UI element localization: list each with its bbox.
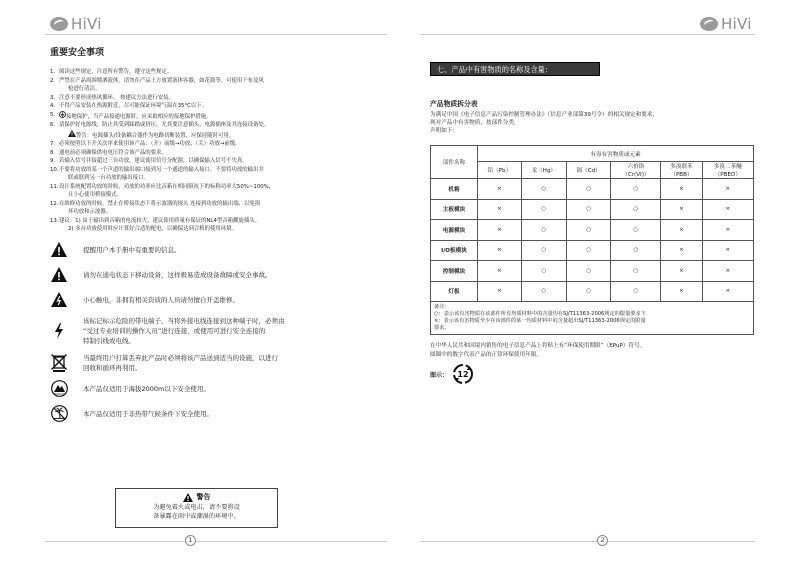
safety-rule-text — [59, 157, 385, 166]
safety-rule-item — [50, 121, 385, 130]
substance-column-headers — [431, 162, 754, 179]
safety-rule-text — [59, 130, 385, 141]
safety-rule-item — [50, 111, 385, 122]
table-row — [431, 240, 754, 261]
hivi-logo-left — [50, 15, 102, 33]
substance-value-cell: × — [702, 220, 753, 241]
intro-line: 现对产品中有害物质，按部件分类， — [430, 120, 520, 126]
symbol-description-line: 提醒用户本手册中有重要的信息。 — [83, 245, 181, 254]
substance-column-header-line: 多溴二苯醚 — [713, 164, 742, 170]
safety-rule-text — [59, 183, 385, 192]
safety-rule-text-content: 不要将功放的某一个声道的输出端口接到另一个通道的输入接口。不要将功放的输出并 — [59, 166, 264, 173]
substance-value-cell: ○ — [566, 220, 611, 241]
grounding-icon — [59, 114, 66, 120]
symbol-description — [83, 245, 181, 255]
warning-box-line: 为避免着火或电击，请不要将设 — [153, 504, 240, 511]
safety-rule-item — [50, 140, 385, 149]
warning-box-header — [116, 492, 277, 502]
safety-rule-text-content: 且小心使用桥接模式。 — [68, 192, 122, 198]
safety-rule-item — [50, 102, 385, 111]
safety-rule-item — [50, 183, 385, 192]
safety-rule-text — [59, 191, 385, 200]
safety-rule-item — [50, 85, 385, 94]
warning-box-line: 备暴露在雨中或潮湿的环境中。 — [153, 513, 240, 520]
safety-rule-item — [50, 77, 385, 86]
substance-value-cell: ○ — [566, 199, 611, 220]
safety-rule-text-content: 坏功放和示波器。 — [68, 209, 112, 215]
symbol-description — [83, 270, 272, 280]
symbol-row — [50, 241, 385, 259]
safety-rule-text — [59, 217, 385, 226]
substance-value-cell: × — [661, 179, 702, 200]
substance-column-header-line: 镉（Cd） — [576, 168, 601, 174]
table-row — [431, 281, 754, 302]
safety-rule-number — [50, 130, 59, 141]
safety-rule-item — [50, 217, 385, 226]
epup-example — [430, 363, 755, 385]
substance-column-header-line: （Cr(VI)） — [622, 172, 650, 178]
table-row — [431, 179, 754, 200]
substance-value-cell: ○ — [611, 199, 661, 220]
hivi-logo-right — [700, 15, 752, 33]
example-label: 图示： — [430, 371, 449, 379]
substance-value-cell: × — [702, 261, 753, 282]
safety-rule-text-content: 设计系统配置功放的时候，功放的功率应比音箱在相同阻抗下的标称功率大50%~100%， — [59, 183, 275, 190]
substance-group-header: 有毒有害物质或元素 — [478, 146, 754, 162]
substance-value-cell: ○ — [566, 240, 611, 261]
page-number-right: 2 — [597, 535, 608, 546]
small-warning-icon — [68, 133, 76, 139]
substance-value-cell: × — [661, 220, 702, 241]
substance-value-cell: ○ — [611, 261, 661, 282]
brand-name-right: HiVi — [721, 15, 752, 33]
safety-rule-text — [59, 225, 385, 234]
safety-rule-number: 12. — [50, 200, 59, 207]
symbols-list — [50, 241, 385, 423]
tropical-icon — [50, 405, 68, 423]
safety-rule-number: 4. — [50, 103, 56, 109]
safety-rule-item — [50, 166, 385, 175]
substance-value-cell: ○ — [611, 220, 661, 241]
right-page — [430, 62, 755, 385]
epup-number: 12 — [457, 370, 469, 379]
safety-rule-text-content: 必须按照以下开关次序来使用该产品：（开）前级→功放、（关）功放→前级。 — [59, 141, 241, 147]
safety-rule-number: 1. — [50, 69, 56, 75]
epup-line: 圆圈中的数字代表产品的正常环保使用年限。 — [430, 352, 542, 358]
altitude-icon — [50, 380, 68, 398]
substance-value-cell: × — [661, 281, 702, 302]
footer-rule-left — [45, 541, 387, 542]
header-rule-right — [420, 34, 755, 35]
safety-rule-text — [59, 102, 385, 111]
safety-rule-item — [50, 94, 385, 103]
hivi-logo-mark-icon — [50, 17, 68, 31]
substance-value-cell: × — [661, 199, 702, 220]
substance-value-cell: × — [661, 240, 702, 261]
safety-rule-text — [59, 149, 385, 158]
substance-value-cell: × — [478, 261, 522, 282]
page-number-left: 1 — [185, 535, 196, 546]
symbol-description — [83, 295, 239, 305]
safety-rule-text-content: 联或联到另一台功放的输出接口。 — [68, 175, 149, 181]
part-name-cell: I/O板模块 — [431, 240, 478, 261]
substance-column-header-line: （PBED） — [714, 172, 741, 178]
table-row — [431, 220, 754, 241]
symbol-description — [83, 316, 285, 346]
safety-rule-text — [59, 140, 385, 149]
substance-value-cell: ○ — [521, 261, 566, 282]
substance-value-cell: ○ — [521, 240, 566, 261]
warning-box-title: 警告 — [196, 493, 211, 501]
substance-value-cell: × — [702, 179, 753, 200]
hazardous-substance-table — [430, 145, 754, 335]
part-name-header: 部件名称 — [431, 146, 478, 179]
crossed-bin-icon — [50, 354, 68, 372]
safety-rule-text — [59, 200, 385, 209]
symbol-description-line: 特制引线或电线。 — [83, 336, 135, 345]
symbol-description-line: 当最终用户打算丢弃此产品时必须将该产品送到适当的设施，以进行 — [83, 353, 278, 362]
safety-rule-number — [50, 208, 59, 217]
substance-column-header — [478, 162, 522, 179]
safety-rule-item — [50, 157, 385, 166]
substance-value-cell: × — [478, 240, 522, 261]
substance-value-cell: ○ — [521, 220, 566, 241]
epup-line: 在中华人民共和国境内销售的电子信息产品上将贴上有“环保使用期限”（EPuP）符号。 — [430, 343, 646, 349]
safety-rule-text-content: 警告：电源插头/设备耦合器作为电路切断装置，应保持随时可用。 — [76, 132, 235, 139]
symbol-row — [50, 266, 385, 284]
safety-rule-text-content: 2) 多台功放使用时应计算好合适的配电，以确保达到合格的使用环境。 — [68, 226, 237, 232]
intro-line: 声明如下： — [430, 128, 458, 134]
symbol-row — [50, 405, 385, 423]
substance-column-header — [521, 162, 566, 179]
safety-rule-item — [50, 191, 385, 200]
safety-rule-text-content: 接地保护，当产品接通电源时，应采取相应的接地保护措施。 — [66, 113, 212, 120]
symbol-description-line: “受过专业培训的操作人员”进行连接，或使用可进行安全连接的 — [83, 326, 266, 335]
symbol-description-line: 请勿在通电状态下移动设备，这样极易造成设备故障或安全事故。 — [83, 270, 272, 279]
symbol-row — [50, 316, 385, 346]
table-subtitle: 产品物质拆分表 — [430, 100, 478, 108]
substance-value-cell: ○ — [611, 281, 661, 302]
safety-rule-text-content: 阅读这些规定，注意所有警告，遵守这些规定。 — [59, 69, 173, 75]
safety-rule-number — [50, 85, 59, 94]
substance-value-cell: ○ — [566, 179, 611, 200]
safety-rule-text — [59, 174, 385, 183]
substance-value-cell: ○ — [611, 240, 661, 261]
safety-rule-item — [50, 68, 385, 77]
note-line: 要求。 — [434, 325, 450, 331]
substance-column-header-line: 汞（Hg） — [531, 168, 557, 174]
safety-rule-item — [50, 200, 385, 209]
part-name-cell: 灯板 — [431, 281, 478, 302]
substance-column-header — [611, 162, 661, 179]
warning-box-body — [116, 503, 277, 521]
shock-warning-icon — [50, 291, 68, 309]
safety-rule-text — [59, 94, 385, 103]
substance-value-cell: ○ — [521, 179, 566, 200]
safety-rule-text — [59, 68, 385, 77]
safety-rule-number: 8. — [50, 149, 56, 156]
substance-column-header — [566, 162, 611, 179]
symbol-description-line: 本产品仅适用于海拔2000m以下安全使用。 — [83, 384, 210, 393]
substance-column-header-line: 六价铬 — [627, 164, 645, 170]
safety-rule-text-content: 不得产品安装在热源附近，尽可能保证环境气温在35°C以下。 — [59, 103, 208, 109]
part-name-cell: 主板模块 — [431, 199, 478, 220]
svg-text:2000m: 2000m — [53, 392, 65, 396]
table-body — [431, 179, 754, 302]
substance-column-header — [702, 162, 753, 179]
safety-rule-number: 2. — [50, 77, 56, 84]
safety-rule-text — [59, 85, 385, 94]
part-name-cell: 机箱 — [431, 179, 478, 200]
symbol-description-line: 小心触电，非拥有相关资质的人员请勿擅自开盖维修。 — [83, 295, 239, 304]
left-page — [50, 45, 385, 423]
substance-value-cell: ○ — [611, 179, 661, 200]
note-line: ○：表示该有害物质在该部件所有均质材料中的含量均在SJ/T11363-2006规定的限量要求下 — [434, 311, 646, 317]
symbol-description — [83, 384, 210, 394]
substance-value-cell: × — [661, 261, 702, 282]
part-name-cell: 电源模块 — [431, 220, 478, 241]
safety-rule-text-content: 请保护好电源线，防止其受到踩踏或挤压，尤其要注意插头、电源插座及其连接设备处。 — [59, 122, 270, 128]
safety-rule-text — [59, 208, 385, 217]
epup-cycle-icon — [452, 363, 474, 385]
safety-rule-text-content: 严禁在产品周围喷洒液体。请勿在产品上方放置液体容器，如花瓶等。可使用干布及风 — [59, 77, 264, 84]
substance-value-cell: ○ — [521, 199, 566, 220]
note-line: ×：表示该有害物质至少在该部件的某一均质材料中的含量超出SJ/T11363-2006规定的限量 — [434, 318, 646, 324]
safety-rule-text-content: 注意不要形成热风循环。 按建议方法进行安装。 — [59, 94, 174, 101]
note-line: 备注： — [434, 304, 450, 310]
safety-rule-item — [50, 225, 385, 234]
safety-rule-number: 9. — [50, 158, 56, 164]
safety-rule-number — [50, 225, 59, 234]
symbol-description — [83, 353, 278, 373]
hivi-logo-mark-icon — [700, 17, 718, 31]
header-rule-left — [45, 34, 387, 35]
substance-column-header — [661, 162, 702, 179]
safety-rule-number: 13. — [50, 217, 59, 224]
substance-value-cell: × — [478, 220, 522, 241]
epup-description — [430, 342, 755, 360]
substance-value-cell: ○ — [566, 261, 611, 282]
substance-column-header-line: （PBB） — [670, 172, 693, 178]
warning-triangle-icon — [50, 241, 68, 259]
symbol-row — [50, 353, 385, 373]
substance-value-cell: × — [478, 281, 522, 302]
symbol-description — [83, 409, 213, 419]
safety-rule-item — [50, 130, 385, 141]
safety-rule-number: 7. — [50, 141, 56, 147]
safety-rule-text — [59, 111, 385, 122]
substance-value-cell: × — [702, 281, 753, 302]
warning-triangle-icon — [183, 493, 193, 502]
safety-rule-text-content: 建议：1) 由于输出到音箱的电流较大，建议使用质量有保证的NL4型音箱螺旋插头。 — [59, 217, 260, 224]
brand-name-left: HiVi — [71, 15, 102, 33]
safety-rule-text-content: 通电前必须确保供电电压符合该产品的要求。 — [59, 149, 167, 156]
substance-value-cell: ○ — [566, 281, 611, 302]
substance-value-cell: × — [702, 240, 753, 261]
safety-rule-item — [50, 149, 385, 158]
safety-rule-text-content: 在维修功放的时候，禁止在桥接状态下将示波器的探头 连接到功放的输出端，以免损 — [59, 200, 261, 207]
part-name-cell: 控制模块 — [431, 261, 478, 282]
section-banner: 七、产品中有害物质的名称及含量： — [430, 62, 600, 76]
safety-rule-number: 3. — [50, 94, 56, 101]
safety-rule-text-content: 枪进行清洁。 — [68, 86, 101, 92]
substance-value-cell: ○ — [521, 281, 566, 302]
lightning-bolt-icon — [50, 322, 68, 340]
table-row — [431, 261, 754, 282]
safety-rule-number — [50, 174, 59, 183]
symbol-row — [50, 380, 385, 398]
safety-rule-text — [59, 77, 385, 86]
symbol-description-line: 本产品仅适用于非热带气候条件下安全使用。 — [83, 409, 213, 418]
warning-triangle-icon — [50, 266, 68, 284]
symbol-description-line: 回收和循环再利用。 — [83, 363, 142, 372]
substance-value-cell: × — [478, 179, 522, 200]
intro-text — [430, 111, 755, 135]
safety-rule-item — [50, 208, 385, 217]
warning-box — [115, 488, 278, 528]
safety-rule-number: 5. — [50, 111, 56, 118]
substance-column-header-line: 多溴联苯 — [670, 164, 693, 170]
symbol-row — [50, 291, 385, 309]
safety-rule-text-content: 若输入信号并接超过三台功放，建议使用信号分配器，以确保输入信号不失真。 — [59, 158, 248, 164]
safety-rule-number — [50, 191, 59, 200]
symbol-description-line: 该标记标示危险的带电端子，当将外接电线连接到这种端子时，必须由 — [83, 316, 285, 325]
safety-rule-item — [50, 174, 385, 183]
table-row — [431, 199, 754, 220]
safety-rules-list — [50, 68, 385, 234]
table-notes — [431, 302, 754, 335]
substance-value-cell: × — [702, 199, 753, 220]
safety-rule-text — [59, 166, 385, 175]
substance-value-cell: × — [478, 199, 522, 220]
substance-column-header-line: 铅（Pb） — [487, 168, 512, 174]
safety-rule-number: 11. — [50, 183, 59, 190]
page-title: 重要安全事项 — [50, 48, 105, 58]
safety-rule-number: 6. — [50, 122, 56, 128]
safety-rule-text — [59, 121, 385, 130]
safety-rule-number: 10. — [50, 166, 59, 173]
footer-rule-right — [420, 541, 755, 542]
intro-line: 为满足中国《电子信息产品污染控制管理办法》（信息产业部第39号令）的相关规定和要求， — [430, 112, 659, 118]
